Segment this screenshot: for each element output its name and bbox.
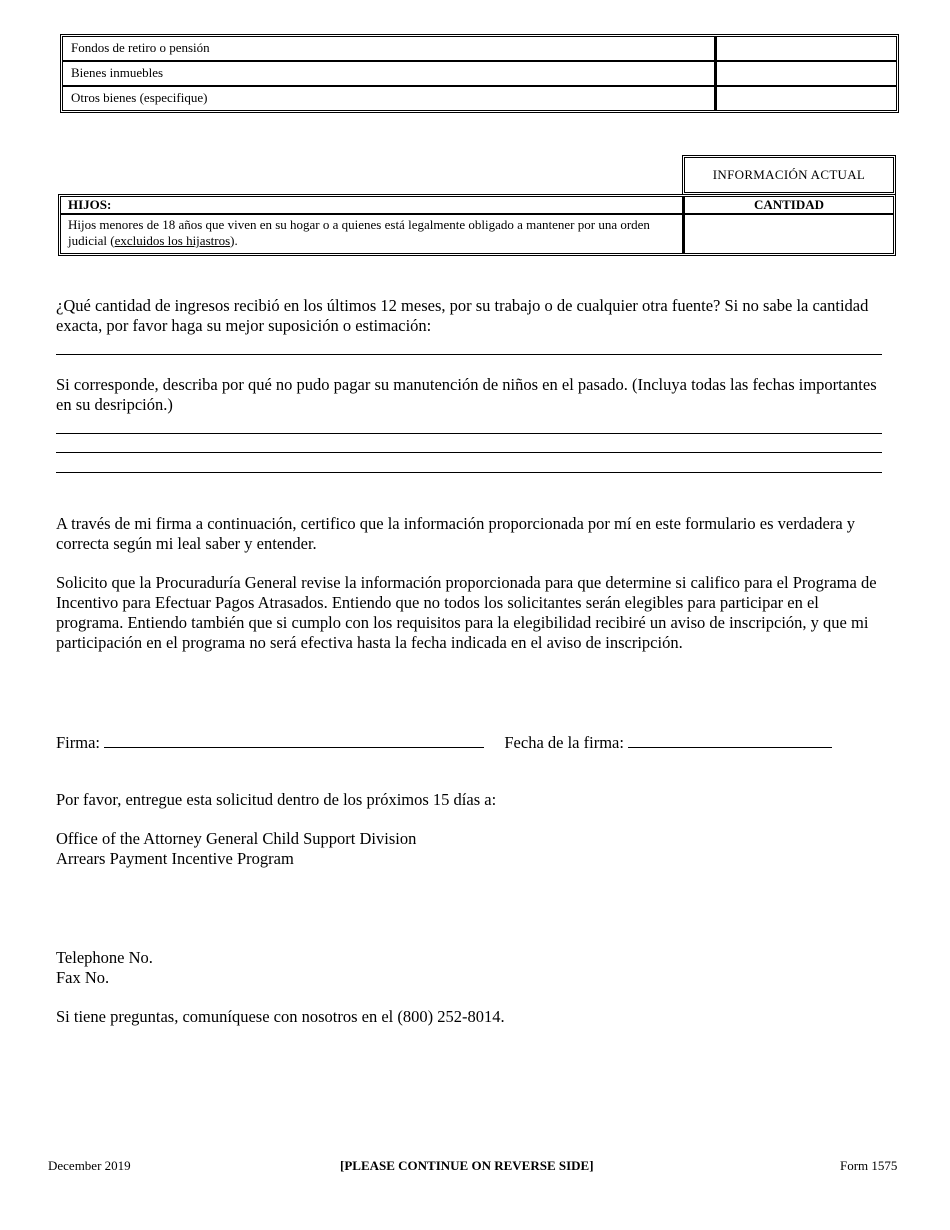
certification-statement: A través de mi firma a continuación, certifico que la información proporcionada por mí en este formulario es verdadera y correcta según mi leal saber y entender. [56, 514, 856, 553]
table-row [63, 37, 896, 62]
asset-label-other: Otros bienes (especifique) [63, 87, 717, 110]
current-info-header: INFORMACIÓN ACTUAL [682, 155, 896, 195]
table-row [63, 87, 896, 110]
signature-date-label: Fecha de la firma: [504, 733, 624, 752]
signature-date-field[interactable] [628, 731, 832, 748]
children-description-text: Hijos menores de 18 años que viven en su hogar o a quienes está legalmente obligado a mantener por una orden judicial ( [68, 217, 650, 248]
table-row [61, 215, 893, 253]
past-support-answer-line-2[interactable] [56, 452, 882, 453]
telephone-label: Telephone No. [56, 948, 153, 967]
signature-field[interactable] [104, 731, 484, 748]
submission-instruction: Por favor, entregue esta solicitud dentro de los próximos 15 días a: [56, 790, 497, 809]
review-request-statement: Solicito que la Procuraduría General revise la información proporcionada para que determine si califico para el Programa de Incentivo para Efectuar Pagos Atrasados. Entiendo que no todos los solicitantes serán elegibles para participar en el programa. Entiendo también que si cumplo con los requisitos para la elegibilidad recibiré un aviso de inscripción, y que mi participación en el programa no será efectiva hasta la fecha indicada en el aviso de inscripción. [56, 573, 877, 652]
program-name: Arrears Payment Incentive Program [56, 849, 294, 868]
footer-form-number: Form 1575 [840, 1158, 898, 1173]
asset-value-other-field[interactable] [717, 87, 896, 110]
office-name: Office of the Attorney General Child Support Division [56, 829, 417, 848]
table-row [63, 62, 896, 87]
children-description-underlined: excluidos los hijastros [114, 233, 231, 248]
children-description-end: ). [230, 233, 238, 248]
asset-value-real-estate-field[interactable] [717, 62, 896, 85]
asset-label-real-estate: Bienes inmuebles [63, 62, 717, 85]
children-amount-field[interactable] [685, 215, 893, 253]
assets-table [60, 34, 899, 113]
income-question: ¿Qué cantidad de ingresos recibió en los últimos 12 meses, por su trabajo o de cualquier otra fuente? Si no sabe la cantidad exacta, por favor haga su mejor suposición o estimación: [56, 296, 869, 335]
asset-label-retirement: Fondos de retiro o pensión [63, 37, 717, 60]
contact-statement: Si tiene preguntas, comuníquese con nosotros en el (800) 252-8014. [56, 1007, 505, 1026]
fax-label: Fax No. [56, 968, 110, 987]
amount-header: CANTIDAD [753, 197, 825, 212]
past-support-question: Si corresponde, describa por qué no pudo pagar su manutención de niños en el pasado. (Incluya todas las fechas importantes en su desripción.) [56, 375, 877, 414]
signature-label: Firma: [56, 733, 100, 752]
past-support-answer-line-1[interactable] [56, 433, 882, 434]
asset-value-retirement-field[interactable] [717, 37, 896, 60]
income-answer-line[interactable] [56, 354, 882, 355]
children-section-label: HIJOS: [61, 197, 685, 213]
footer-continue-note: [PLEASE CONTINUE ON REVERSE SIDE] [340, 1158, 594, 1173]
signature-row [56, 731, 832, 753]
children-table [58, 194, 896, 256]
children-description [61, 215, 685, 253]
past-support-answer-line-3[interactable] [56, 472, 882, 473]
footer-date: December 2019 [48, 1158, 131, 1173]
table-row [61, 197, 893, 215]
